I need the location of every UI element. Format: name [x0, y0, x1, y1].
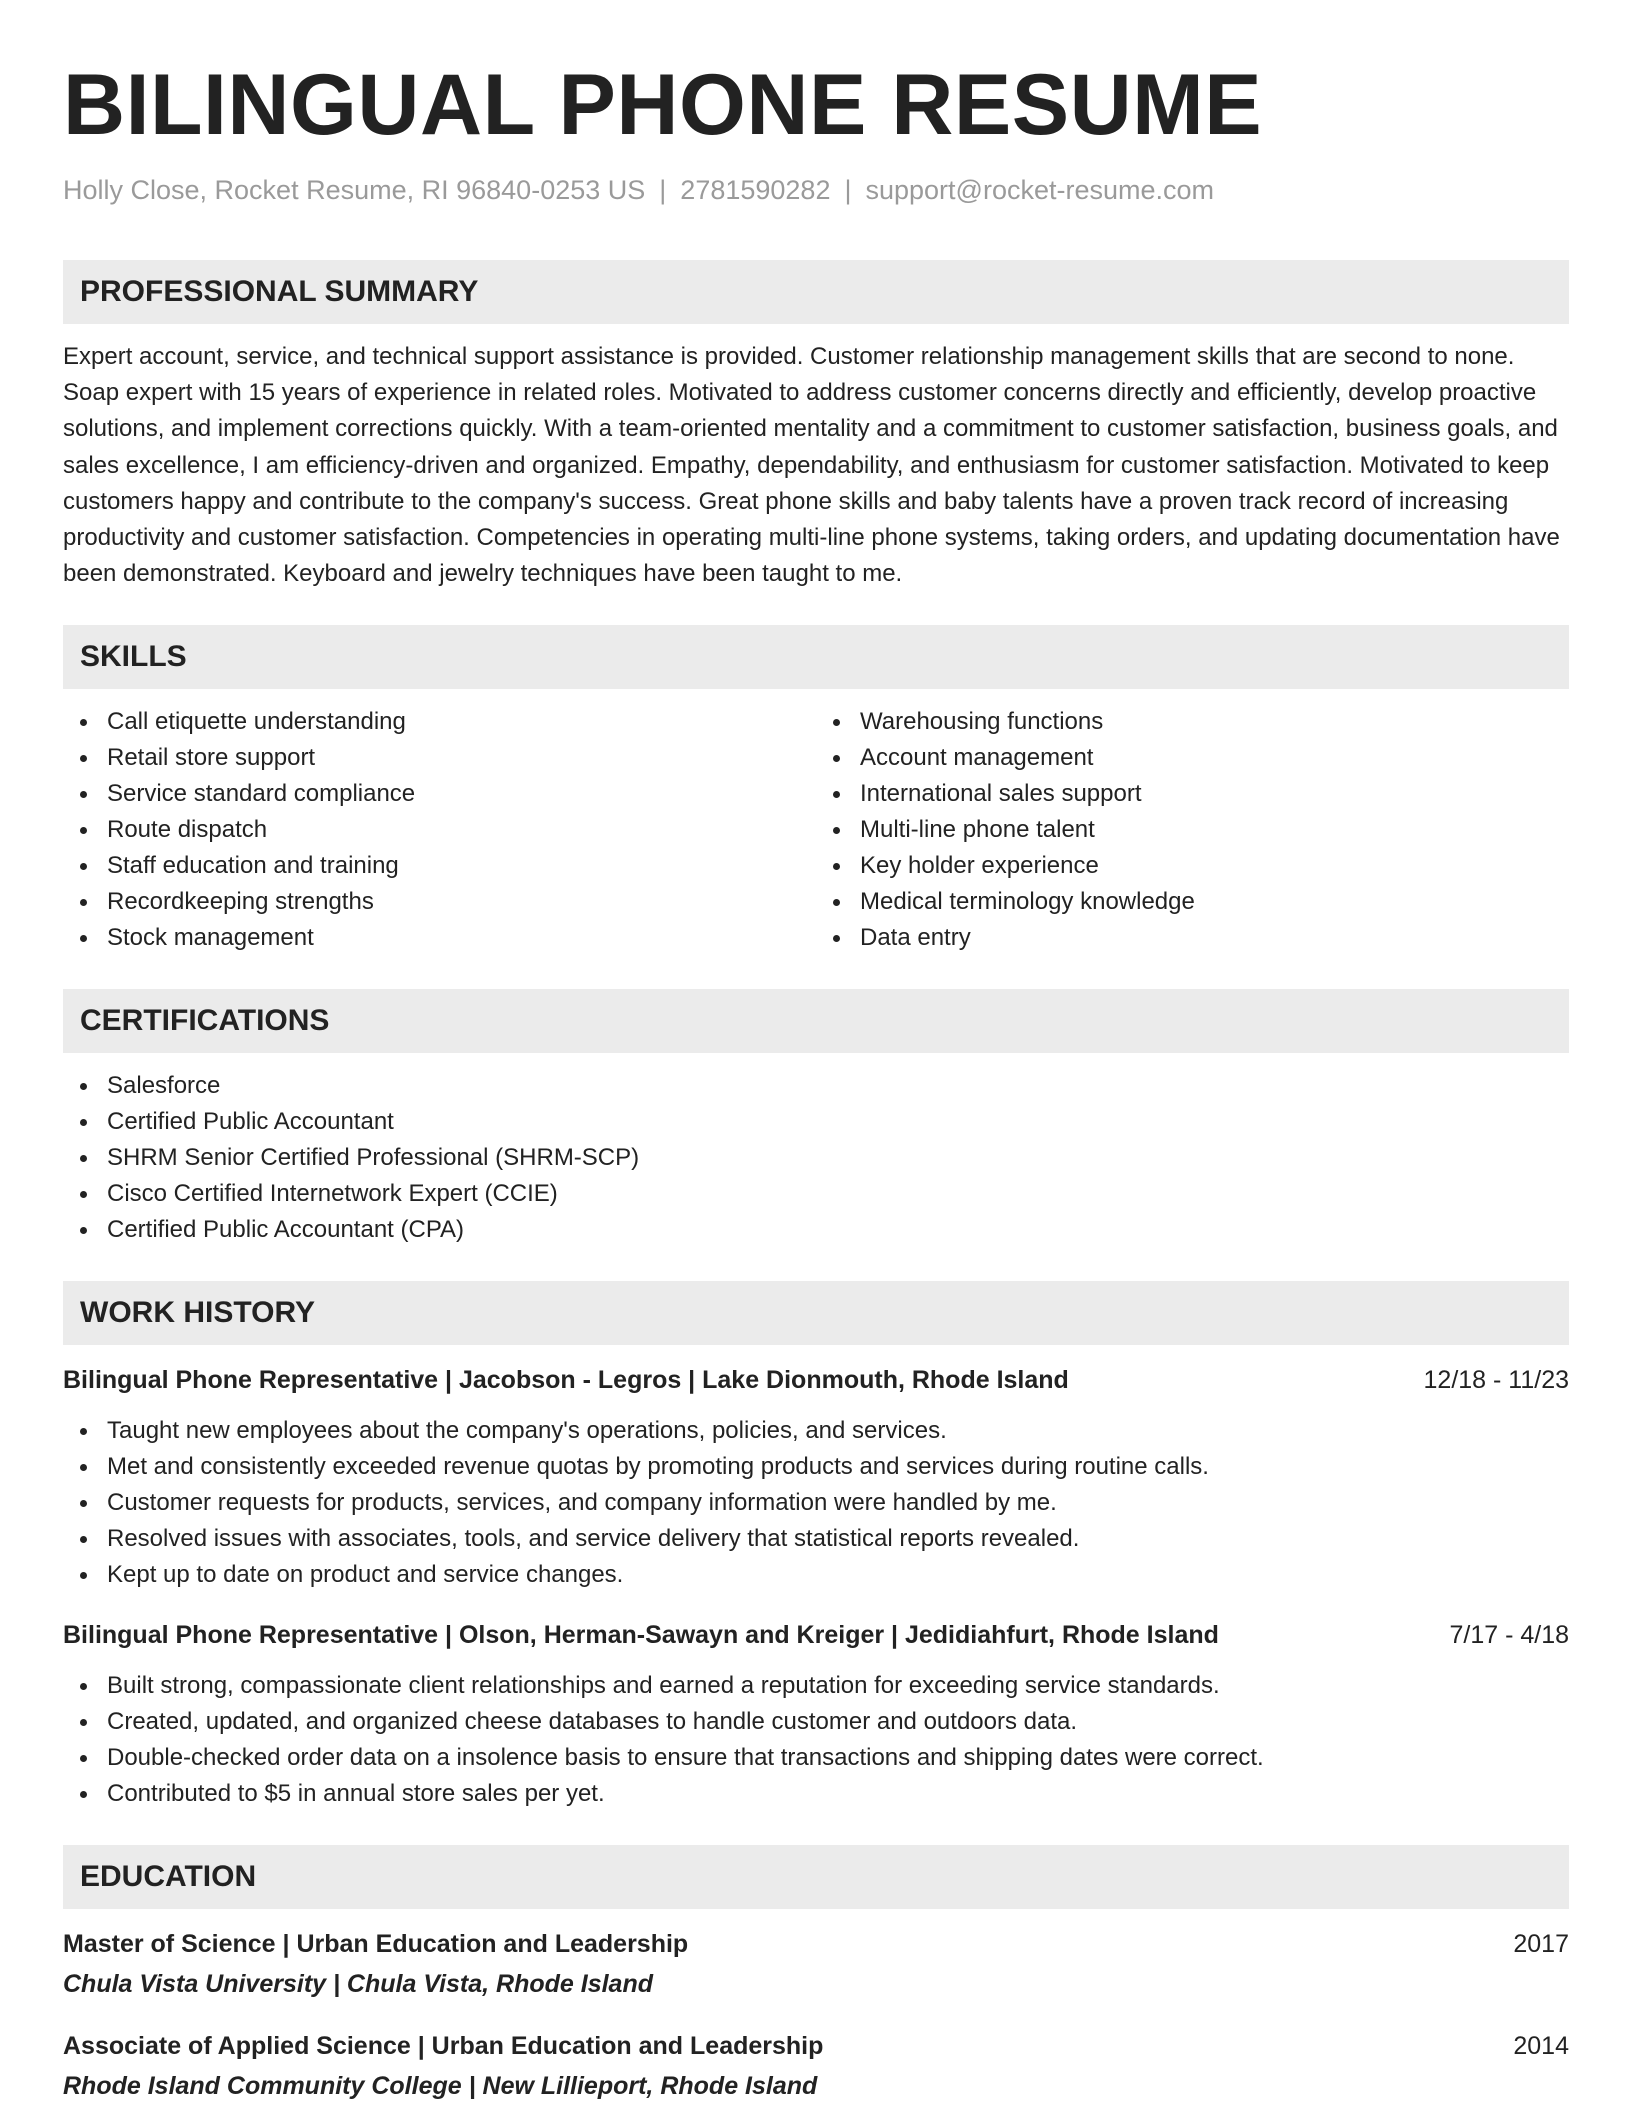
- skill-item: Account management: [816, 740, 1569, 776]
- skill-item: International sales support: [816, 776, 1569, 812]
- education-entry: [63, 1926, 1569, 2002]
- education-entry: [63, 2028, 1569, 2104]
- skill-item: Staff education and training: [63, 848, 816, 884]
- education-school: Chula Vista University | Chula Vista, Rhode Island: [63, 1970, 654, 1999]
- job-title: Bilingual Phone Representative | Olson, Herman-Sawayn and Kreiger | Jedidiahfurt, Rhode Island: [63, 1621, 1219, 1650]
- skill-item: Stock management: [63, 920, 816, 956]
- section-heading-skills: SKILLS: [63, 625, 1569, 689]
- skill-item: Route dispatch: [63, 812, 816, 848]
- job-bullet: Double-checked order data on a insolence basis to ensure that transactions and shipping dates were correct.: [63, 1740, 1569, 1776]
- job-entry: [63, 1362, 1569, 1593]
- skill-item: Medical terminology knowledge: [816, 884, 1569, 920]
- job-bullet: Taught new employees about the company's operations, policies, and services.: [63, 1413, 1569, 1449]
- job-bullets: [63, 1668, 1569, 1812]
- education-header: [63, 1926, 1569, 1962]
- resume-title: BILINGUAL PHONE RESUME: [63, 57, 1263, 153]
- section-heading-certifications: CERTIFICATIONS: [63, 989, 1569, 1053]
- skill-item: Warehousing functions: [816, 704, 1569, 740]
- skill-item: Recordkeeping strengths: [63, 884, 816, 920]
- summary-text: Expert account, service, and technical support assistance is provided. Customer relationship management skills that are second to none. Soap expert with 15 years of experience in related roles. Motivated to address customer concerns directly and efficiently, develop proactive solutions, and implement corrections quickly. With a team-oriented mentality and a commitment to customer satisfaction, business goals, and sales excellence, I am efficiency-driven and organized. Empathy, dependability, and enthusiasm for customer satisfaction. Motivated to keep customers happy and contribute to the company's success. Great phone skills and baby talents have a proven track record of increasing productivity and customer satisfaction. Competencies in operating multi-line phone systems, taking orders, and updating documentation have been demonstrated. Keyboard and jewelry techniques have been taught to me.: [63, 343, 1560, 588]
- skill-item: Key holder experience: [816, 848, 1569, 884]
- contact-line: [63, 172, 1569, 208]
- section-heading-work-history: WORK HISTORY: [63, 1281, 1569, 1345]
- job-bullet: Customer requests for products, services, and company information were handled by me.: [63, 1485, 1569, 1521]
- skill-item: Data entry: [816, 920, 1569, 956]
- job-bullet: Contributed to $5 in annual store sales per yet.: [63, 1776, 1569, 1812]
- job-header: [63, 1362, 1569, 1398]
- skill-item: Retail store support: [63, 740, 816, 776]
- job-bullet: Met and consistently exceeded revenue quotas by promoting products and services during routine calls.: [63, 1449, 1569, 1485]
- contact-phone: 2781590282: [680, 175, 831, 205]
- job-bullets: [63, 1413, 1569, 1593]
- skill-item: Multi-line phone talent: [816, 812, 1569, 848]
- section-heading-education: EDUCATION: [63, 1845, 1569, 1909]
- certification-item: SHRM Senior Certified Professional (SHRM-SCP): [63, 1140, 1569, 1176]
- certifications-list: [63, 1068, 1569, 1248]
- education-header: [63, 2028, 1569, 2064]
- education-year: 2014: [1513, 2032, 1569, 2061]
- contact-address: Holly Close, Rocket Resume, RI 96840-0253 US: [63, 175, 646, 205]
- job-entry: [63, 1617, 1569, 1812]
- contact-email: support@rocket-resume.com: [865, 175, 1215, 205]
- education-school: Rhode Island Community College | New Lillieport, Rhode Island: [63, 2072, 818, 2101]
- job-bullet: Created, updated, and organized cheese databases to handle customer and outdoors data.: [63, 1704, 1569, 1740]
- contact-separator: |: [844, 175, 852, 205]
- job-dates: 7/17 - 4/18: [1449, 1621, 1569, 1650]
- certification-item: Cisco Certified Internetwork Expert (CCIE): [63, 1176, 1569, 1212]
- certification-item: Certified Public Accountant (CPA): [63, 1212, 1569, 1248]
- skill-item: Call etiquette understanding: [63, 704, 816, 740]
- education-degree: Master of Science | Urban Education and Leadership: [63, 1930, 689, 1959]
- skills-list-right: [816, 704, 1569, 956]
- skills-list-left: [63, 704, 816, 956]
- job-bullet: Resolved issues with associates, tools, and service delivery that statistical reports revealed.: [63, 1521, 1569, 1557]
- education-degree: Associate of Applied Science | Urban Education and Leadership: [63, 2032, 824, 2061]
- education-year: 2017: [1513, 1930, 1569, 1959]
- job-title: Bilingual Phone Representative | Jacobson - Legros | Lake Dionmouth, Rhode Island: [63, 1366, 1069, 1395]
- job-dates: 12/18 - 11/23: [1423, 1366, 1569, 1395]
- skill-item: Service standard compliance: [63, 776, 816, 812]
- contact-separator: |: [659, 175, 667, 205]
- job-bullet: Built strong, compassionate client relationships and earned a reputation for exceeding service standards.: [63, 1668, 1569, 1704]
- certification-item: Certified Public Accountant: [63, 1104, 1569, 1140]
- skills-grid: [63, 689, 1569, 956]
- job-bullet: Kept up to date on product and service changes.: [63, 1557, 1569, 1593]
- section-heading-summary: PROFESSIONAL SUMMARY: [63, 260, 1569, 324]
- job-header: [63, 1617, 1569, 1653]
- certification-item: Salesforce: [63, 1068, 1569, 1104]
